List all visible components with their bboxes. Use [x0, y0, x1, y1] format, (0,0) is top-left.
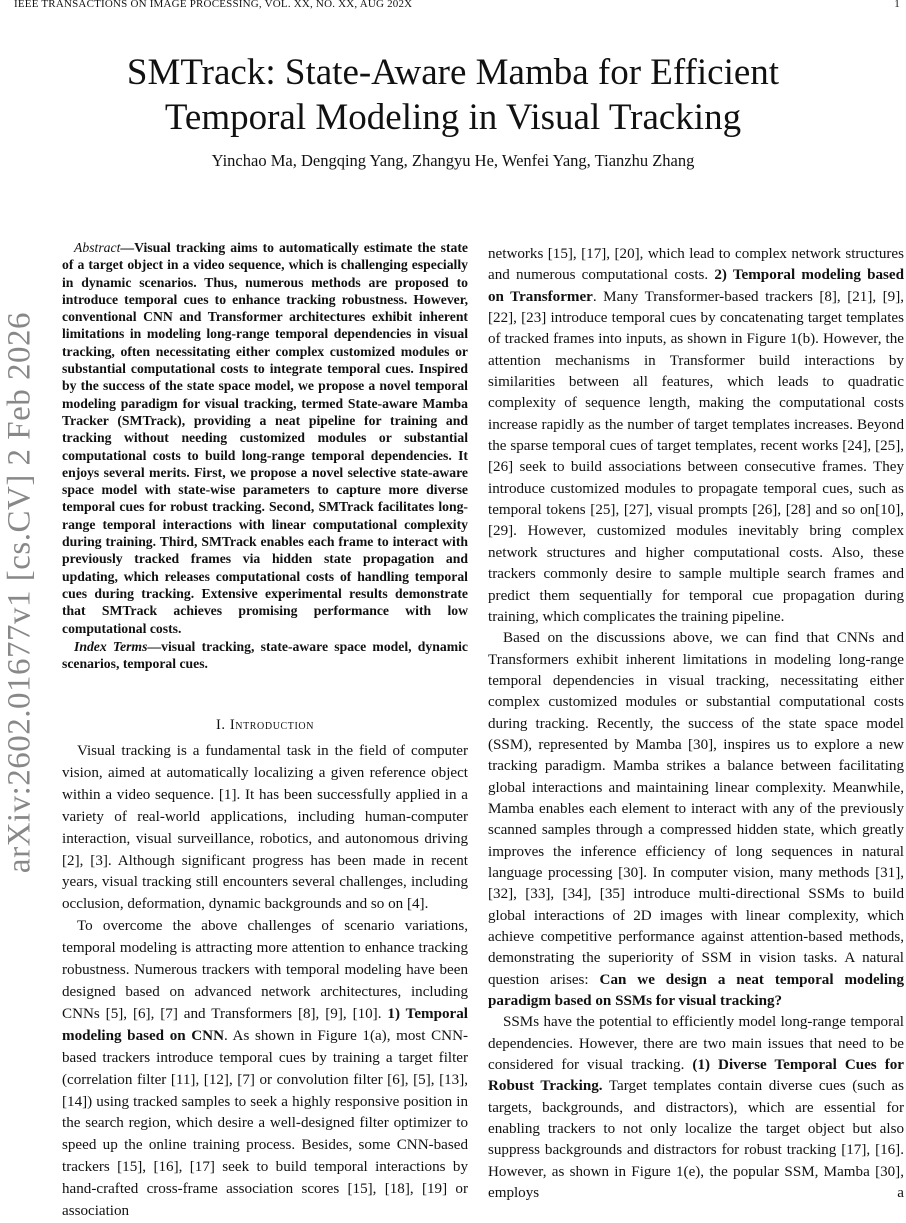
- title-line: Temporal Modeling in Visual Tracking: [164, 97, 742, 138]
- title-line: SMTrack: State-Aware Mamba for Efficient: [126, 52, 780, 93]
- paragraph-text: Visual tracking is a fundamental task in the field of computer vision, aimed at automatically localizing a given reference object within a video sequence. [1]. It has been successfully applied in a variety of real-world applications, including human-computer interaction, visual surveillance, robotics, and autonomous driving [2], [3]. Although significant progress has been made in recent years, visual tracking still encounters several challenges, including occlusion, deformation, dynamic backgrounds and so on [4].: [62, 743, 468, 913]
- paragraph-text: Target templates contain diverse cues (such as targets, backgrounds, and distractors), which are essential for enabling trackers to not only localize the target object but also suppress backgrounds and distractors for robust tracking [17], [16]. However, as shown in Figure 1(e), the popular SSM, Mamba [30], employs a: [488, 1078, 904, 1202]
- paragraph-text: SSMs have the potential to efficiently model long-range temporal dependencies. However, there are two main issues that need to be considered for visual tracking.: [488, 1014, 904, 1074]
- paragraph-text: Based on the discussions above, we can find that CNNs and Transformers exhibit inherent limitations in modeling long-range temporal dependencies in visual tracking, necessitating either complex customized modules or substantial computational costs during tracking. Recently, the success of the state space model (SSM), represented by Mamba [30], inspires us to explore a new tracking paradigm. Mamba strikes a balance between facilitating global interactions and maintaining linear complexity. Meanwhile, Mamba enables each element to interact with any of the previously scanned samples through a compressed hidden state, which greatly improves the inference efficiency of long sequences in natural language processing [30]. In computer vision, many methods [31], [32], [33], [34], [35] introduce multi-directional SSMs to build global interactions of 2D images with linear complexity, which achieve competitive performance against attention-based methods, demonstrating the superiority of SSM in vision tasks. A natural question arises:: [488, 630, 904, 988]
- page-number: 1: [894, 0, 900, 10]
- paragraph-text: networks [15], [17], [20], which lead to complex network structures and numerous computational costs.: [488, 246, 904, 284]
- body-paragraph: [488, 628, 904, 1012]
- bold-phrase: (1) Diverse Temporal Cues for Robust Tracking.: [488, 1057, 904, 1095]
- abstract-label: Abstract: [74, 240, 121, 255]
- intro-right-column: [488, 244, 904, 1204]
- abstract-text: —Visual tracking aims to automatically estimate the state of a target object in a video sequence, which is challenging especially in dynamic scenarios. Thus, numerous methods are proposed to introduce temporal cues to enhance tracking robustness. However, conventional CNN and Transformer architectures exhibit inherent limitations in modeling long-range temporal dependencies in visual tracking, often necessitating either complex customized modules or substantial computational costs to integrate temporal cues. Inspired by the success of the state space model, we propose a novel temporal modeling paradigm for visual tracking, termed State-aware Mamba Tracker (SMTrack), providing a neat pipeline for training and tracking without needing customized modules or substantial computational costs to build long-range temporal dependencies. It enjoys several merits. First, we propose a novel selective state-aware space model with state-wise parameters to capture more diverse temporal cues for robust tracking. Second, SMTrack facilitates long-range temporal interactions with linear computational complexity during training. Third, SMTrack enables each frame to interact with previously tracked frames via hidden state propagation and updating, which releases computational costs of handling temporal cues during tracking. Extensive experimental results demonstrate that SMTrack achieves promising performance with low computational costs.: [62, 240, 468, 636]
- bold-phrase: 1) Temporal modeling based on CNN: [62, 1005, 468, 1044]
- paragraph-text: . Many Transformer-based trackers [8], [21], [9], [22], [23] introduce temporal cues by concatenating target templates of tracked frames into inputs, as shown in Figure 1(b). However, the attention mechanisms in Transformer build interactions by similarities between all features, which leads to quadratic complexity of sequence length, making the computational costs increase rapidly as the number of target templates increases. Beyond the sparse temporal cues of target templates, recent works [24], [25], [26] seek to build associations between consecutive frames. They introduce customized modules to propagate temporal cues, such as temporal tokens [25], [27], visual prompts [26], [28] and so on[10], [29]. However, customized modules inevitably bring complex network structures and higher computational costs. Also, these trackers commonly desire to sample multiple search frames and predict them sequentially for temporal cue propagation during training, which complicates the training pipeline.: [488, 288, 904, 625]
- paragraph-text: . As shown in Figure 1(a), most CNN-based trackers introduce temporal cues by training a target filter (correlation filter [11], [12], [7] or convolution filter [6], [5], [13], [14]) using tracked samples to seek a highly responsive position in the search region, which desire a well-designed filter optimizer to speed up the online training process. Besides, some CNN-based trackers [15], [16], [17] seek to build temporal interactions by hand-crafted cross-frame association scores [15], [18], [19] or association: [62, 1027, 468, 1220]
- section-heading: I. Introduction: [215, 717, 315, 733]
- paragraph-text: To overcome the above challenges of scenario variations, temporal modeling is attracting more attention to enhance tracking robustness. Numerous trackers with temporal modeling have been designed based on advanced network architectures, including CNNs [5], [6], [7] and Transformers [8], [9], [10].: [62, 918, 468, 1022]
- intro-left-column: [62, 741, 468, 1223]
- bold-phrase: 2) Temporal modeling based on Transformer: [488, 267, 904, 305]
- paper-title: [0, 50, 906, 140]
- index-terms: [62, 638, 468, 673]
- index-terms-label: Index Terms: [74, 638, 148, 654]
- index-terms-text: —visual tracking, state-aware space model, dynamic scenarios, temporal cues.: [62, 638, 468, 672]
- body-paragraph: [488, 1012, 904, 1204]
- arxiv-identifier-stamp: arXiv:2602.01677v1 [cs.CV] 2 Feb 2026: [1, 311, 38, 874]
- abstract-block: [62, 239, 468, 672]
- body-paragraph: [488, 244, 904, 628]
- body-paragraph: [62, 741, 468, 916]
- running-header: IEEE TRANSACTIONS ON IMAGE PROCESSING, VOL. XX, NO. XX, AUG 202X: [14, 0, 413, 10]
- body-paragraph: [62, 916, 468, 1223]
- author-list: Yinchao Ma, Dengqing Yang, Zhangyu He, Wenfei Yang, Tianzhu Zhang: [211, 151, 695, 170]
- abstract: [62, 239, 468, 637]
- bold-phrase: Can we design a neat temporal modeling paradigm based on SSMs for visual tracking?: [488, 971, 904, 1010]
